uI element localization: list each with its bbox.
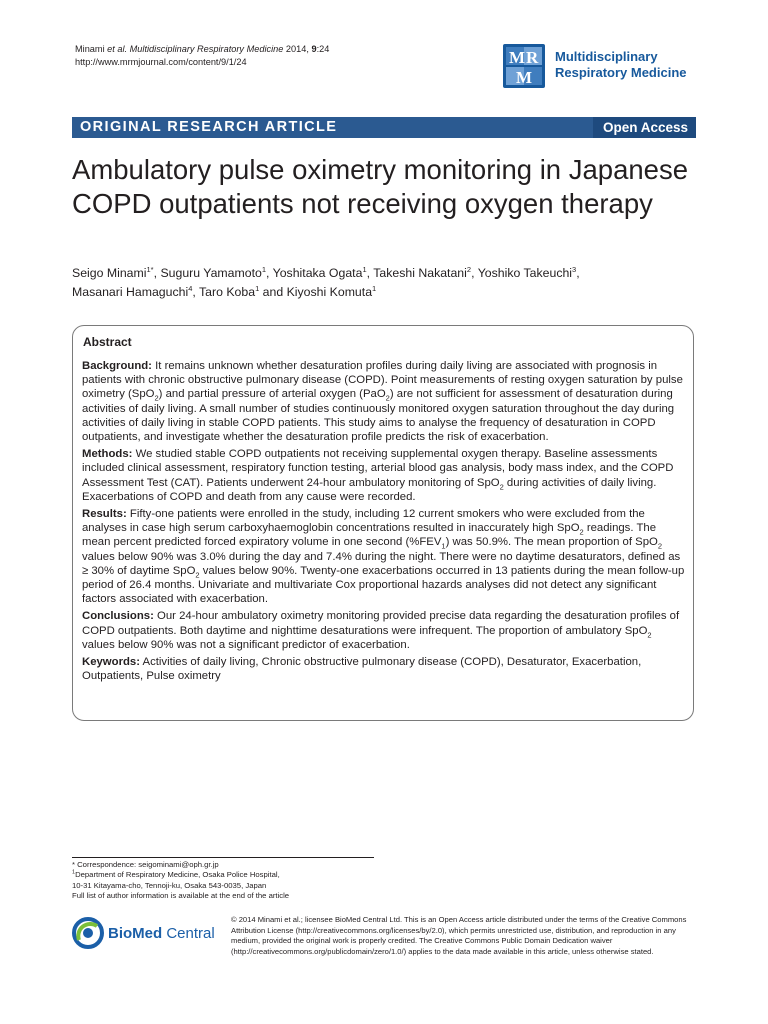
svg-text:M: M	[516, 68, 533, 87]
abstract-methods: Methods: We studied stable COPD outpatients not receiving supplemental oxygen therapy. Baseline assessments included clinical assessment, respiratory function testing, arterial blood gas analysis, body mass index, and the COPD Assessment Test (CAT). Patients underwent 24-hour ambulatory monitoring of SpO$_2$ during activities of daily living. Exacerbations of COPD and death from any cause were recorded.	[82, 448, 674, 503]
author: Yoshitaka Ogata$^1$	[272, 264, 367, 280]
journal-name-line2: Respiratory Medicine	[555, 65, 687, 80]
mrm-logo-icon	[503, 44, 545, 88]
abstract-conclusions: Conclusions: Our 24-hour ambulatory oximetry monitoring provided precise data regarding the desaturation profiles of COPD outpatients. Both daytime and nighttime desaturations were infrequent. The proportion of ambulatory SpO$_2$ values below 90% was not a significant predictor of exacerbation.	[82, 610, 680, 651]
license-text: © 2014 Minami et al.; licensee BioMed Central Ltd. This is an Open Access article distributed under the terms of the Creative Commons Attribution License (http://creativecommons.org/licenses/by/2.0), which permits unrestricted use, distribution, and reproduction in any medium, provided the original work is properly credited. The Creative Commons Public Domain Dedication waiver (http://creativecommons.org/publicdomain/zero/1.0/) applies to the data made available in this article, unless otherwise stated.	[231, 915, 687, 956]
abstract-keywords: Keywords: Activities of daily living, Chronic obstructive pulmonary disease (COPD), Desaturator, Exacerbation, Outpatients, Pulse oximetry	[82, 656, 642, 683]
author: Masanari Hamaguchi$^4$	[72, 283, 193, 299]
citation-volume: 9	[311, 44, 317, 54]
biomed-central-logo-icon	[72, 917, 104, 949]
citation-etal: et al.	[107, 44, 128, 54]
author-info-note: Full list of author information is available at the end of the article	[72, 891, 290, 901]
author: Suguru Yamamoto$^1$	[160, 264, 267, 280]
citation-line	[75, 43, 329, 56]
author: Yoshiko Takeuchi$^3$	[477, 264, 577, 280]
abstract-body	[82, 359, 686, 686]
publisher-logo	[72, 916, 222, 950]
affiliation: $^1$Department of Respiratory Medicine, Osaka Police Hospital,	[72, 869, 280, 880]
author-list: Seigo Minami$^{1*}$, Suguru Yamamoto$^1$, Yoshitaka Ogata$^1$, Takeshi Nakatani$^2$, Yoshiko Takeuchi$^3$, Masanari Hamaguchi$^4$, Taro Koba$^1$ and Kiyoshi Komuta$^1$	[72, 264, 580, 299]
citation-issue: :24	[316, 44, 330, 54]
article-title: Ambulatory pulse oximetry monitoring in Japanese COPD outpatients not receiving oxygen therapy	[72, 154, 688, 219]
footnotes	[72, 860, 402, 902]
affiliation-address: 10-31 Kitayama-cho, Tennoji-ku, Osaka 543-0035, Japan	[72, 880, 267, 890]
journal-name-line1: Multidisciplinary	[555, 49, 658, 64]
citation-year: 2014,	[283, 44, 312, 54]
author: Seigo Minami$^{1*}$	[72, 264, 154, 280]
correspondence: * Correspondence: seigominami@oph.gr.jp	[72, 860, 219, 869]
author: Kiyoshi Komuta$^1$	[286, 283, 377, 299]
abstract-results: Results: Fifty-one patients were enrolled in the study, including 12 current smokers who were excluded from the analyses in case high serum carboxyhaemoglobin concentrations resulted in inaccurately high SpO$_2$ readings. The mean percent predicted forced expiratory volume in one second $(\%FEV_1)$ was 50.9%. The mean proportion of SpO$_2$ values below 90% was 3.0% during the day and 7.4% during the night. There were no daytime desaturators, defined as ≥ 30% of daytime SpO$_2$ values below 90%. Twenty-one exacerbations occurred in 13 patients during the mean follow-up period of 26.4 months. Univariate and multivariate Cox proportional hazards analyses did not detect any significant factors associated with exacerbation.	[82, 508, 685, 606]
article-type-banner	[72, 117, 696, 138]
article-type-label: ORIGINAL RESEARCH ARTICLE	[80, 119, 338, 135]
citation-journal: Multidisciplinary Respiratory Medicine	[127, 44, 284, 54]
svg-text:R: R	[526, 48, 539, 67]
journal-name	[555, 49, 687, 81]
svg-text:M: M	[509, 48, 526, 67]
abstract-background: Background: It remains unknown whether desaturation profiles during daily living are associated with prognosis in patients with chronic obstructive pulmonary disease (COPD). Point measurements of resting oxygen saturation by pulse oximetry (SpO$_2$) and partial pressure of arterial oxygen (PaO$_2$) are not sufficient for assessment of desaturation during activities of daily living. A small number of studies continuously monitored oxygen saturation throughout the day during activities of daily living in stable COPD patients. This study aims to analyse the frequency of desaturation in COPD outpatients, and investigate whether the desaturation profile predicts the risk of exacerbation.	[82, 360, 683, 444]
citation-authors: Minami	[75, 44, 108, 54]
article-url[interactable]: http://www.mrmjournal.com/content/9/1/24	[75, 57, 247, 67]
abstract-box	[72, 325, 694, 721]
publisher-name: BioMed Central	[108, 925, 215, 942]
open-access-badge: Open Access	[593, 117, 696, 138]
footnote-divider	[72, 857, 374, 858]
abstract-heading: Abstract	[83, 335, 132, 349]
citation-header	[75, 43, 329, 69]
journal-logo	[503, 44, 698, 88]
author: Takeshi Nakatani$^2$	[373, 264, 472, 280]
author: Taro Koba$^1$	[199, 283, 260, 299]
